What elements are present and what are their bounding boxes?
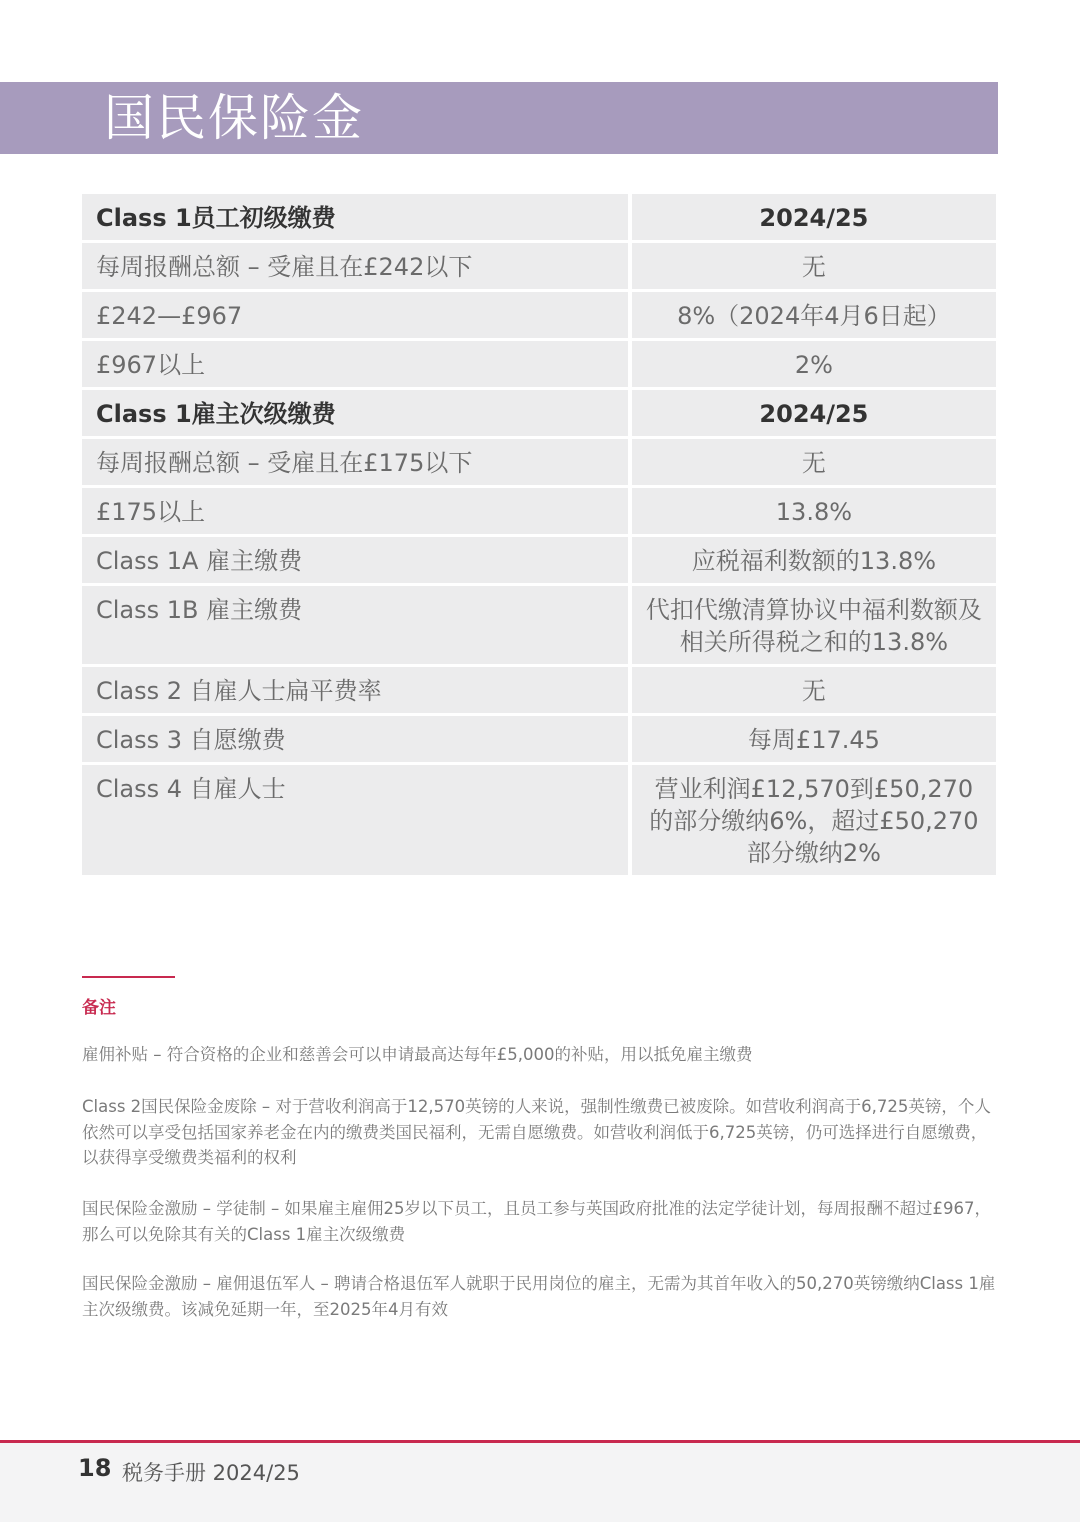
table-row bbox=[82, 586, 996, 664]
table-row bbox=[82, 765, 996, 875]
row-value: 13.8% bbox=[628, 488, 996, 534]
notes-divider bbox=[82, 976, 175, 978]
row-value: 代扣代缴清算协议中福利数额及相关所得税之和的13.8% bbox=[628, 586, 996, 664]
table-row-header bbox=[82, 194, 996, 240]
row-value: 营业利润£12,570到£50,270的部分缴纳6%，超过£50,270部分缴纳2% bbox=[628, 765, 996, 875]
title-bar bbox=[0, 82, 998, 154]
row-value: 每周£17.45 bbox=[628, 716, 996, 762]
note-apprentice-incentive: 国民保险金激励 – 学徒制 – 如果雇主雇佣25岁以下员工，且员工参与英国政府批准的法定学徒计划，每周报酬不超过£967，那么可以免除其有关的Class 1雇主次级缴费 bbox=[82, 1199, 991, 1244]
row-label: 每周报酬总额 – 受雇且在£242以下 bbox=[82, 243, 628, 289]
row-label: Class 1A 雇主缴费 bbox=[82, 537, 628, 583]
row-value: 2024/25 bbox=[628, 194, 996, 240]
table-row bbox=[82, 488, 996, 534]
row-value: 无 bbox=[628, 667, 996, 713]
note-class2-abolition: Class 2国民保险金废除 – 对于营收利润高于12,570英镑的人来说，强制性缴费已被废除。如营收利润高于6,725英镑，个人依然可以享受包括国家养老金在内的缴费类国民福利，无需自愿缴费。如营收利润低于6,725英镑，仍可选择进行自愿缴费，以获得享受缴费类福利的权利 bbox=[82, 1097, 991, 1167]
row-label: Class 3 自愿缴费 bbox=[82, 716, 628, 762]
table-row bbox=[82, 716, 996, 762]
row-label: £242—£967 bbox=[82, 292, 628, 338]
table-row-header bbox=[82, 390, 996, 436]
footer-title: 税务手册 2024/25 bbox=[122, 1461, 300, 1485]
national-insurance-table bbox=[82, 191, 996, 878]
note-veterans-incentive: 国民保险金激励 – 雇佣退伍军人 – 聘请合格退伍军人就职于民用岗位的雇主，无需为其首年收入的50,270英镑缴纳Class 1雇主次级缴费。该减免延期一年，至2025年4月有效 bbox=[82, 1274, 996, 1319]
row-label: Class 4 自雇人士 bbox=[82, 765, 628, 875]
table-row bbox=[82, 667, 996, 713]
row-label: Class 1雇主次级缴费 bbox=[82, 390, 628, 436]
table-row bbox=[82, 341, 996, 387]
table-row bbox=[82, 292, 996, 338]
row-label: 每周报酬总额 – 受雇且在£175以下 bbox=[82, 439, 628, 485]
row-label: £967以上 bbox=[82, 341, 628, 387]
row-label: Class 1员工初级缴费 bbox=[82, 194, 628, 240]
row-value: 2024/25 bbox=[628, 390, 996, 436]
page-number: 18 bbox=[78, 1454, 112, 1482]
row-value: 无 bbox=[628, 439, 996, 485]
row-value: 无 bbox=[628, 243, 996, 289]
note-employment-allowance: 雇佣补贴 – 符合资格的企业和慈善会可以申请最高达每年£5,000的补贴，用以抵免雇主缴费 bbox=[82, 1045, 753, 1064]
table-row bbox=[82, 537, 996, 583]
row-label: Class 2 自雇人士扁平费率 bbox=[82, 667, 628, 713]
table-row bbox=[82, 439, 996, 485]
table-row bbox=[82, 243, 996, 289]
row-label: £175以上 bbox=[82, 488, 628, 534]
row-value: 2% bbox=[628, 341, 996, 387]
notes-title: 备注 bbox=[82, 998, 116, 1018]
row-value: 8%（2024年4月6日起） bbox=[628, 292, 996, 338]
page-title: 国民保险金 bbox=[104, 89, 364, 147]
row-value: 应税福利数额的13.8% bbox=[628, 537, 996, 583]
row-label: Class 1B 雇主缴费 bbox=[82, 586, 628, 664]
